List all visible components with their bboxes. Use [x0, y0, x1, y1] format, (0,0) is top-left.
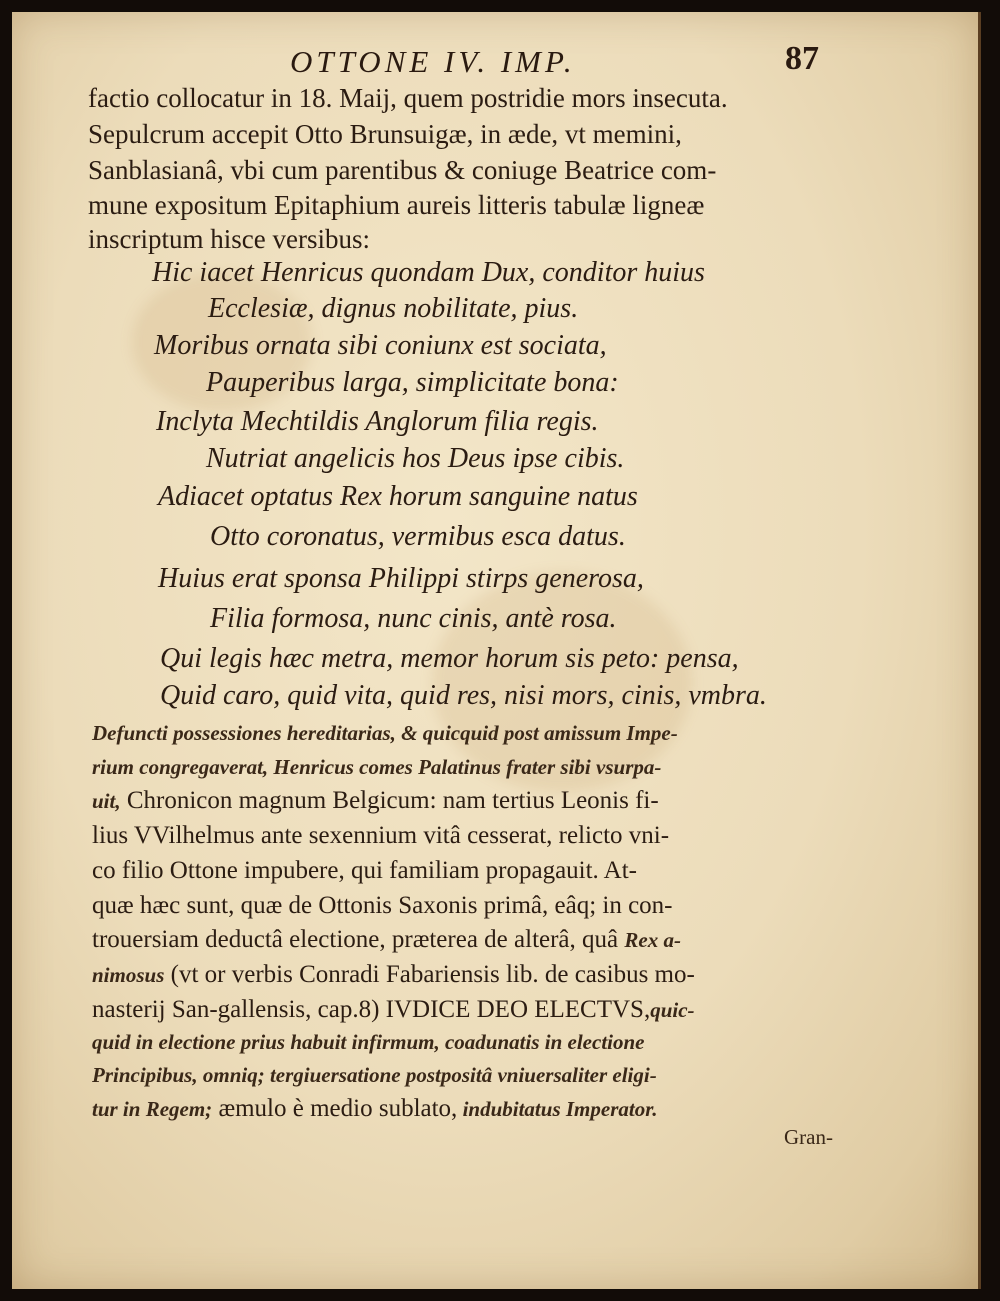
italic-span: nimosus	[92, 963, 165, 987]
text-line	[92, 962, 695, 987]
text-line: Sanblasianâ, vbi cum parentibus & coniuge Beatrice com-	[88, 155, 717, 185]
text-line	[92, 927, 681, 952]
verse-line: Pauperibus larga, simplicitate bona:	[206, 367, 619, 398]
verse-line: Adiacet optatus Rex horum sanguine natus	[158, 481, 638, 512]
text-line	[92, 823, 669, 848]
page-header	[12, 38, 978, 86]
catchword: Gran-	[784, 1125, 833, 1149]
verse-line: Ecclesiæ, dignus nobilitate, pius.	[208, 293, 579, 324]
verse-line: Huius erat sponsa Philippi stirps generosa,	[158, 563, 644, 594]
roman-span: æmulo è medio sublato,	[212, 1095, 458, 1122]
note-line: quid in electione prius habuit infirmum, coadunatis in electione	[92, 1030, 645, 1054]
roman-span: trouersiam deductâ electione, præterea de alterâ, quâ	[92, 926, 625, 953]
verse-line: Otto coronatus, vermibus esca datus.	[210, 521, 626, 552]
book-page	[12, 12, 981, 1289]
note-line: Principibus, omniq; tergiuersatione postpositâ vniuersaliter eligi-	[92, 1063, 657, 1087]
roman-span: Chronicon magnum Belgicum: nam tertius Leonis fi-	[120, 787, 659, 814]
text-line: factio collocatur in 18. Maij, quem postridie mors insecuta.	[88, 83, 728, 113]
italic-span: indubitatus Imperator.	[457, 1097, 658, 1121]
running-title: OTTONE IV. IMP.	[290, 44, 576, 79]
verse-line: Inclyta Mechtildis Anglorum filia regis.	[156, 406, 599, 437]
text-line: mune expositum Epitaphium aureis litteris tabulæ ligneæ	[88, 190, 705, 220]
italic-span: tur in Regem;	[92, 1097, 213, 1121]
verse-line: Hic iacet Henricus quondam Dux, conditor huius	[152, 257, 705, 288]
note-line: rium congregaverat, Henricus comes Palatinus frater sibi vsurpa-	[92, 755, 662, 779]
roman-span: lius VVilhelmus ante sexennium vitâ cesserat, relicto vni-	[92, 822, 670, 849]
verse-line: Nutriat angelicis hos Deus ipse cibis.	[206, 443, 625, 474]
text-line: Sepulcrum accepit Otto Brunsuigæ, in æde, vt memini,	[88, 119, 682, 149]
text-line	[92, 1096, 657, 1121]
note-line: Defuncti possessiones hereditarias, & quicquid post amissum Impe-	[92, 721, 678, 745]
text-line: inscriptum hisce versibus:	[88, 224, 370, 254]
italic-span: Rex a-	[624, 928, 681, 952]
verse-line: Quid caro, quid vita, quid res, nisi mors, cinis, vmbra.	[160, 680, 767, 711]
page-number: 87	[785, 40, 819, 77]
text-line	[92, 997, 695, 1022]
italic-span: quic-	[650, 998, 695, 1022]
text-line	[92, 893, 673, 918]
verse-line: Qui legis hæc metra, memor horum sis peto: pensa,	[160, 643, 739, 674]
verse-line: Filia formosa, nunc cinis, antè rosa.	[210, 603, 617, 634]
roman-span: quæ hæc sunt, quæ de Ottonis Saxonis primâ, eâq; in con-	[92, 892, 673, 919]
text-line	[92, 858, 637, 883]
roman-span: nasterij San-gallensis, cap.8) IVDICE DEO ELECTVS,	[92, 996, 651, 1023]
roman-span: (vt or verbis Conradi Fabariensis lib. de casibus mo-	[164, 961, 695, 988]
italic-span: uit,	[92, 789, 121, 813]
verse-line: Moribus ornata sibi coniunx est sociata,	[154, 330, 607, 361]
text-line	[92, 788, 659, 813]
roman-span: co filio Ottone impubere, qui familiam propagauit. At-	[92, 857, 638, 884]
